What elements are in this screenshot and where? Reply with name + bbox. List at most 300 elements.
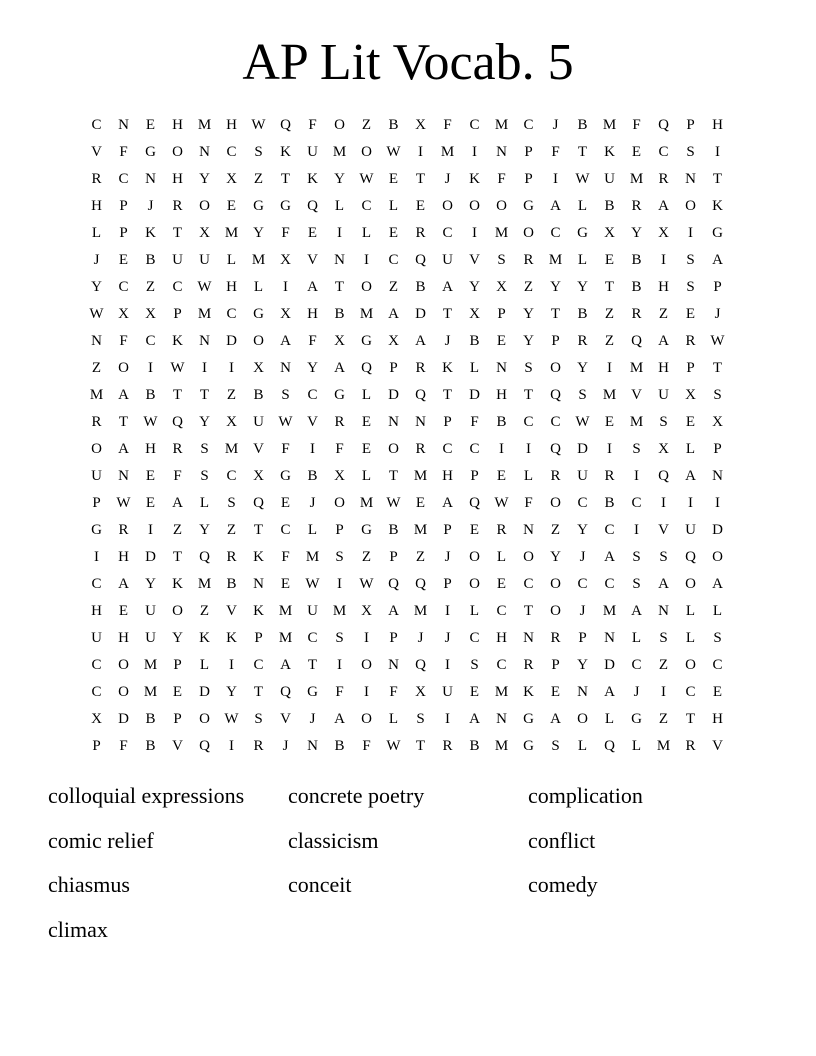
- grid-letter: I: [229, 657, 234, 673]
- grid-letter: L: [253, 279, 264, 295]
- grid-letter: P: [443, 522, 452, 538]
- grid-letter: E: [550, 684, 561, 700]
- grid-letter: E: [118, 252, 129, 268]
- grid-letter: Y: [199, 171, 210, 187]
- grid-letter: O: [442, 198, 453, 214]
- grid-letter: P: [389, 549, 398, 565]
- grid-letter: F: [389, 684, 398, 700]
- grid-letter: Y: [550, 279, 561, 295]
- grid-letter: R: [631, 306, 642, 322]
- grid-letter: S: [713, 387, 722, 403]
- grid-letter: L: [496, 549, 507, 565]
- grid-letter: K: [604, 144, 615, 160]
- grid-letter: N: [199, 333, 210, 349]
- grid-letter: R: [577, 333, 588, 349]
- grid-letter: O: [469, 198, 480, 214]
- grid-letter: O: [172, 144, 183, 160]
- grid-letter: A: [118, 387, 129, 403]
- grid-letter: P: [551, 657, 560, 673]
- letter-grid: [83, 112, 731, 760]
- grid-letter: G: [523, 711, 534, 727]
- grid-letter: V: [226, 603, 237, 619]
- grid-letter: M: [413, 522, 428, 538]
- grid-letter: U: [307, 603, 318, 619]
- grid-letter: S: [227, 495, 236, 511]
- grid-letter: G: [523, 738, 534, 754]
- grid-letter: B: [388, 522, 399, 538]
- grid-letter: K: [307, 171, 318, 187]
- grid-letter: S: [659, 414, 668, 430]
- grid-letter: O: [199, 711, 210, 727]
- grid-letter: N: [523, 630, 534, 646]
- grid-letter: L: [712, 603, 723, 619]
- grid-letter: Y: [523, 306, 534, 322]
- grid-letter: I: [445, 657, 450, 673]
- grid-letter: E: [226, 198, 237, 214]
- grid-letter: I: [364, 630, 369, 646]
- grid-letter: G: [523, 198, 534, 214]
- grid-letter: S: [524, 360, 533, 376]
- grid-letter: M: [332, 144, 347, 160]
- grid-letter: I: [337, 576, 342, 592]
- grid-letter: T: [523, 603, 534, 619]
- word-list-item: classicism: [288, 827, 379, 853]
- grid-letter: S: [200, 468, 209, 484]
- grid-letter: Z: [361, 117, 372, 133]
- word-list-item: conceit: [288, 872, 352, 897]
- grid-letter: C: [226, 306, 237, 322]
- grid-letter: Q: [415, 387, 426, 403]
- grid-letter: R: [496, 522, 507, 538]
- grid-letter: W: [251, 117, 266, 133]
- grid-letter: X: [604, 225, 615, 241]
- grid-letter: L: [577, 738, 588, 754]
- grid-letter: R: [91, 414, 102, 430]
- grid-letter: Q: [685, 549, 696, 565]
- grid-letter: X: [388, 333, 399, 349]
- grid-letter: F: [119, 333, 128, 349]
- grid-letter: Q: [172, 414, 183, 430]
- grid-letter: M: [251, 252, 266, 268]
- grid-letter: A: [118, 576, 129, 592]
- grid-letter: B: [577, 117, 588, 133]
- grid-letter: S: [335, 630, 344, 646]
- grid-letter: S: [686, 144, 695, 160]
- grid-letter: V: [631, 387, 642, 403]
- grid-letter: M: [494, 117, 509, 133]
- grid-letter: O: [334, 495, 345, 511]
- grid-letter: Z: [523, 279, 534, 295]
- grid-letter: E: [496, 468, 507, 484]
- grid-letter: A: [658, 198, 669, 214]
- grid-letter: L: [685, 441, 696, 457]
- grid-letter: D: [388, 387, 399, 403]
- grid-letter: L: [307, 522, 318, 538]
- grid-letter: E: [685, 414, 696, 430]
- grid-letter: Y: [145, 576, 156, 592]
- grid-letter: S: [713, 630, 722, 646]
- grid-letter: G: [631, 711, 642, 727]
- grid-letter: S: [254, 144, 263, 160]
- grid-letter: Q: [280, 684, 291, 700]
- grid-letter: K: [253, 603, 264, 619]
- grid-letter: U: [145, 630, 156, 646]
- grid-letter: R: [442, 738, 453, 754]
- grid-letter: S: [632, 441, 641, 457]
- grid-letter: G: [361, 333, 372, 349]
- grid-letter: S: [551, 738, 560, 754]
- grid-letter: W: [305, 576, 320, 592]
- grid-letter: J: [552, 117, 559, 133]
- grid-letter: D: [712, 522, 723, 538]
- grid-letter: C: [658, 144, 669, 160]
- grid-letter: F: [470, 414, 479, 430]
- grid-letter: O: [118, 360, 129, 376]
- grid-letter: L: [469, 603, 480, 619]
- grid-letter: Z: [253, 171, 264, 187]
- grid-letter: N: [604, 630, 615, 646]
- grid-letter: O: [91, 441, 102, 457]
- word-list-item: comic relief: [48, 827, 154, 853]
- word-list-item: climax: [48, 916, 108, 942]
- grid-letter: C: [91, 657, 102, 673]
- grid-letter: C: [631, 657, 642, 673]
- grid-letter: R: [226, 549, 237, 565]
- grid-letter: O: [550, 603, 561, 619]
- grid-letter: B: [334, 738, 345, 754]
- grid-letter: O: [712, 549, 723, 565]
- grid-letter: U: [91, 468, 102, 484]
- grid-letter: V: [712, 738, 723, 754]
- grid-letter: X: [712, 414, 723, 430]
- grid-letter: I: [364, 684, 369, 700]
- grid-letter: I: [688, 495, 693, 511]
- grid-letter: A: [631, 603, 642, 619]
- grid-letter: O: [469, 576, 480, 592]
- grid-letter: N: [145, 171, 156, 187]
- grid-letter: H: [91, 603, 102, 619]
- grid-letter: A: [118, 441, 129, 457]
- grid-letter: W: [359, 576, 374, 592]
- grid-letter: P: [119, 225, 128, 241]
- grid-letter: F: [119, 144, 128, 160]
- grid-letter: I: [607, 360, 612, 376]
- grid-letter: N: [334, 252, 345, 268]
- grid-letter: J: [417, 630, 424, 646]
- grid-letter: J: [309, 495, 316, 511]
- grid-letter: I: [661, 252, 666, 268]
- grid-letter: N: [199, 144, 210, 160]
- grid-letter: X: [280, 306, 291, 322]
- grid-letter: E: [496, 576, 507, 592]
- grid-letter: K: [172, 333, 183, 349]
- grid-letter: P: [254, 630, 263, 646]
- grid-letter: Q: [199, 549, 210, 565]
- grid-letter: O: [361, 144, 372, 160]
- grid-letter: M: [629, 171, 644, 187]
- grid-letter: Q: [280, 117, 291, 133]
- grid-letter: M: [197, 576, 212, 592]
- grid-letter: X: [361, 603, 372, 619]
- grid-letter: T: [253, 684, 264, 700]
- grid-letter: C: [469, 630, 480, 646]
- grid-letter: H: [658, 279, 669, 295]
- grid-letter: N: [118, 468, 129, 484]
- grid-letter: G: [307, 684, 318, 700]
- grid-letter: Y: [577, 279, 588, 295]
- grid-letter: O: [361, 657, 372, 673]
- grid-letter: L: [334, 198, 345, 214]
- grid-letter: Z: [658, 306, 669, 322]
- grid-letter: A: [307, 279, 318, 295]
- grid-letter: M: [278, 630, 293, 646]
- grid-letter: I: [445, 603, 450, 619]
- grid-letter: T: [199, 387, 210, 403]
- grid-letter: T: [712, 360, 723, 376]
- grid-letter: C: [91, 117, 102, 133]
- grid-letter: T: [442, 387, 453, 403]
- page-title: AP Lit Vocab. 5: [242, 34, 574, 91]
- grid-letter: E: [361, 414, 372, 430]
- grid-letter: A: [550, 198, 561, 214]
- grid-letter: X: [280, 252, 291, 268]
- grid-letter: V: [307, 414, 318, 430]
- grid-letter: G: [91, 522, 102, 538]
- grid-letter: U: [577, 468, 588, 484]
- grid-letter: Z: [172, 522, 183, 538]
- grid-letter: Q: [199, 738, 210, 754]
- grid-letter: F: [335, 441, 344, 457]
- grid-letter: M: [494, 738, 509, 754]
- grid-letter: M: [89, 387, 104, 403]
- grid-letter: T: [172, 225, 183, 241]
- grid-letter: B: [631, 279, 642, 295]
- grid-letter: F: [119, 738, 128, 754]
- grid-letter: I: [364, 252, 369, 268]
- grid-letter: B: [253, 387, 264, 403]
- grid-letter: O: [496, 198, 507, 214]
- grid-letter: B: [469, 738, 480, 754]
- grid-letter: R: [118, 522, 129, 538]
- grid-letter: N: [658, 603, 669, 619]
- grid-letter: C: [226, 144, 237, 160]
- grid-letter: Z: [91, 360, 102, 376]
- grid-letter: I: [526, 441, 531, 457]
- grid-letter: B: [469, 333, 480, 349]
- grid-letter: N: [712, 468, 723, 484]
- grid-letter: A: [415, 333, 426, 349]
- grid-letter: M: [440, 144, 455, 160]
- grid-letter: Q: [550, 387, 561, 403]
- grid-letter: K: [712, 198, 723, 214]
- grid-letter: O: [361, 711, 372, 727]
- grid-letter: P: [497, 306, 506, 322]
- grid-letter: N: [496, 711, 507, 727]
- grid-letter: V: [658, 522, 669, 538]
- grid-letter: C: [550, 225, 561, 241]
- grid-letter: B: [226, 576, 237, 592]
- grid-letter: I: [634, 522, 639, 538]
- grid-letter: X: [334, 333, 345, 349]
- grid-letter: U: [199, 252, 210, 268]
- grid-letter: P: [119, 198, 128, 214]
- grid-letter: Y: [307, 360, 318, 376]
- grid-letter: I: [445, 711, 450, 727]
- grid-letter: B: [334, 306, 345, 322]
- grid-letter: N: [577, 684, 588, 700]
- grid-letter: L: [361, 468, 372, 484]
- grid-letter: I: [337, 225, 342, 241]
- grid-letter: R: [685, 738, 696, 754]
- grid-letter: O: [523, 549, 534, 565]
- grid-letter: K: [523, 684, 534, 700]
- grid-letter: L: [577, 198, 588, 214]
- grid-letter: Y: [631, 225, 642, 241]
- grid-letter: T: [172, 387, 183, 403]
- grid-letter: E: [388, 225, 399, 241]
- grid-letter: H: [226, 117, 237, 133]
- grid-letter: X: [658, 441, 669, 457]
- grid-letter: A: [604, 549, 615, 565]
- grid-letter: M: [332, 603, 347, 619]
- grid-letter: M: [548, 252, 563, 268]
- grid-letter: F: [362, 738, 371, 754]
- grid-letter: Q: [658, 468, 669, 484]
- grid-letter: C: [523, 414, 534, 430]
- grid-letter: L: [361, 225, 372, 241]
- grid-letter: X: [685, 387, 696, 403]
- grid-letter: C: [118, 171, 129, 187]
- grid-letter: U: [91, 630, 102, 646]
- grid-letter: Q: [604, 738, 615, 754]
- grid-letter: N: [118, 117, 129, 133]
- grid-letter: G: [253, 198, 264, 214]
- grid-letter: T: [307, 657, 318, 673]
- grid-letter: J: [93, 252, 100, 268]
- grid-letter: P: [389, 630, 398, 646]
- grid-letter: B: [145, 711, 156, 727]
- grid-letter: G: [253, 306, 264, 322]
- grid-letter: E: [307, 225, 318, 241]
- grid-letter: A: [388, 603, 399, 619]
- grid-letter: O: [550, 495, 561, 511]
- grid-letter: R: [91, 171, 102, 187]
- grid-letter: V: [91, 144, 102, 160]
- grid-letter: B: [388, 117, 399, 133]
- grid-letter: Z: [604, 333, 615, 349]
- grid-letter: T: [415, 738, 426, 754]
- grid-letter: E: [280, 495, 291, 511]
- grid-letter: M: [305, 549, 320, 565]
- grid-letter: E: [361, 441, 372, 457]
- grid-letter: D: [118, 711, 129, 727]
- grid-letter: I: [553, 171, 558, 187]
- grid-letter: B: [631, 252, 642, 268]
- grid-letter: I: [472, 144, 477, 160]
- grid-letter: N: [685, 171, 696, 187]
- grid-letter: A: [685, 468, 696, 484]
- grid-letter: A: [550, 711, 561, 727]
- grid-letter: L: [226, 252, 237, 268]
- grid-letter: K: [442, 360, 453, 376]
- grid-letter: B: [496, 414, 507, 430]
- grid-letter: A: [604, 684, 615, 700]
- grid-letter: T: [712, 171, 723, 187]
- grid-letter: D: [604, 657, 615, 673]
- grid-letter: Z: [658, 657, 669, 673]
- grid-letter: S: [659, 549, 668, 565]
- grid-letter: R: [604, 468, 615, 484]
- grid-letter: A: [334, 711, 345, 727]
- grid-letter: W: [494, 495, 509, 511]
- grid-letter: Y: [334, 171, 345, 187]
- grid-letter: I: [418, 144, 423, 160]
- grid-letter: O: [118, 684, 129, 700]
- grid-letter: C: [307, 387, 318, 403]
- grid-letter: E: [604, 252, 615, 268]
- grid-letter: U: [442, 684, 453, 700]
- grid-letter: E: [469, 684, 480, 700]
- grid-letter: I: [634, 468, 639, 484]
- grid-letter: S: [686, 279, 695, 295]
- grid-letter: C: [469, 117, 480, 133]
- grid-letter: Z: [361, 549, 372, 565]
- word-list-item: complication: [528, 783, 643, 808]
- grid-letter: S: [659, 630, 668, 646]
- grid-letter: S: [632, 576, 641, 592]
- grid-letter: P: [470, 468, 479, 484]
- grid-letter: F: [551, 144, 560, 160]
- grid-letter: L: [685, 603, 696, 619]
- grid-letter: M: [629, 414, 644, 430]
- grid-letter: L: [523, 468, 534, 484]
- grid-letter: V: [307, 252, 318, 268]
- grid-letter: B: [415, 279, 426, 295]
- grid-letter: A: [658, 576, 669, 592]
- grid-letter: C: [226, 468, 237, 484]
- grid-letter: N: [388, 657, 399, 673]
- grid-letter: P: [173, 711, 182, 727]
- grid-letter: G: [280, 468, 291, 484]
- grid-letter: C: [118, 279, 129, 295]
- grid-letter: G: [145, 144, 156, 160]
- grid-letter: F: [173, 468, 182, 484]
- grid-letter: V: [253, 441, 264, 457]
- grid-letter: P: [713, 279, 722, 295]
- grid-letter: Y: [577, 522, 588, 538]
- grid-letter: I: [229, 360, 234, 376]
- grid-letter: K: [199, 630, 210, 646]
- grid-letter: L: [685, 630, 696, 646]
- grid-letter: T: [118, 414, 129, 430]
- grid-letter: W: [386, 738, 401, 754]
- grid-letter: A: [442, 495, 453, 511]
- grid-letter: L: [469, 360, 480, 376]
- grid-letter: F: [632, 117, 641, 133]
- grid-letter: B: [145, 252, 156, 268]
- grid-letter: M: [602, 603, 617, 619]
- grid-letter: M: [629, 360, 644, 376]
- grid-letter: M: [224, 441, 239, 457]
- grid-letter: N: [523, 522, 534, 538]
- grid-letter: T: [550, 306, 561, 322]
- grid-letter: F: [524, 495, 533, 511]
- grid-letter: R: [523, 657, 534, 673]
- grid-letter: L: [604, 711, 615, 727]
- grid-letter: W: [575, 414, 590, 430]
- grid-letter: C: [523, 117, 534, 133]
- grid-letter: J: [444, 630, 451, 646]
